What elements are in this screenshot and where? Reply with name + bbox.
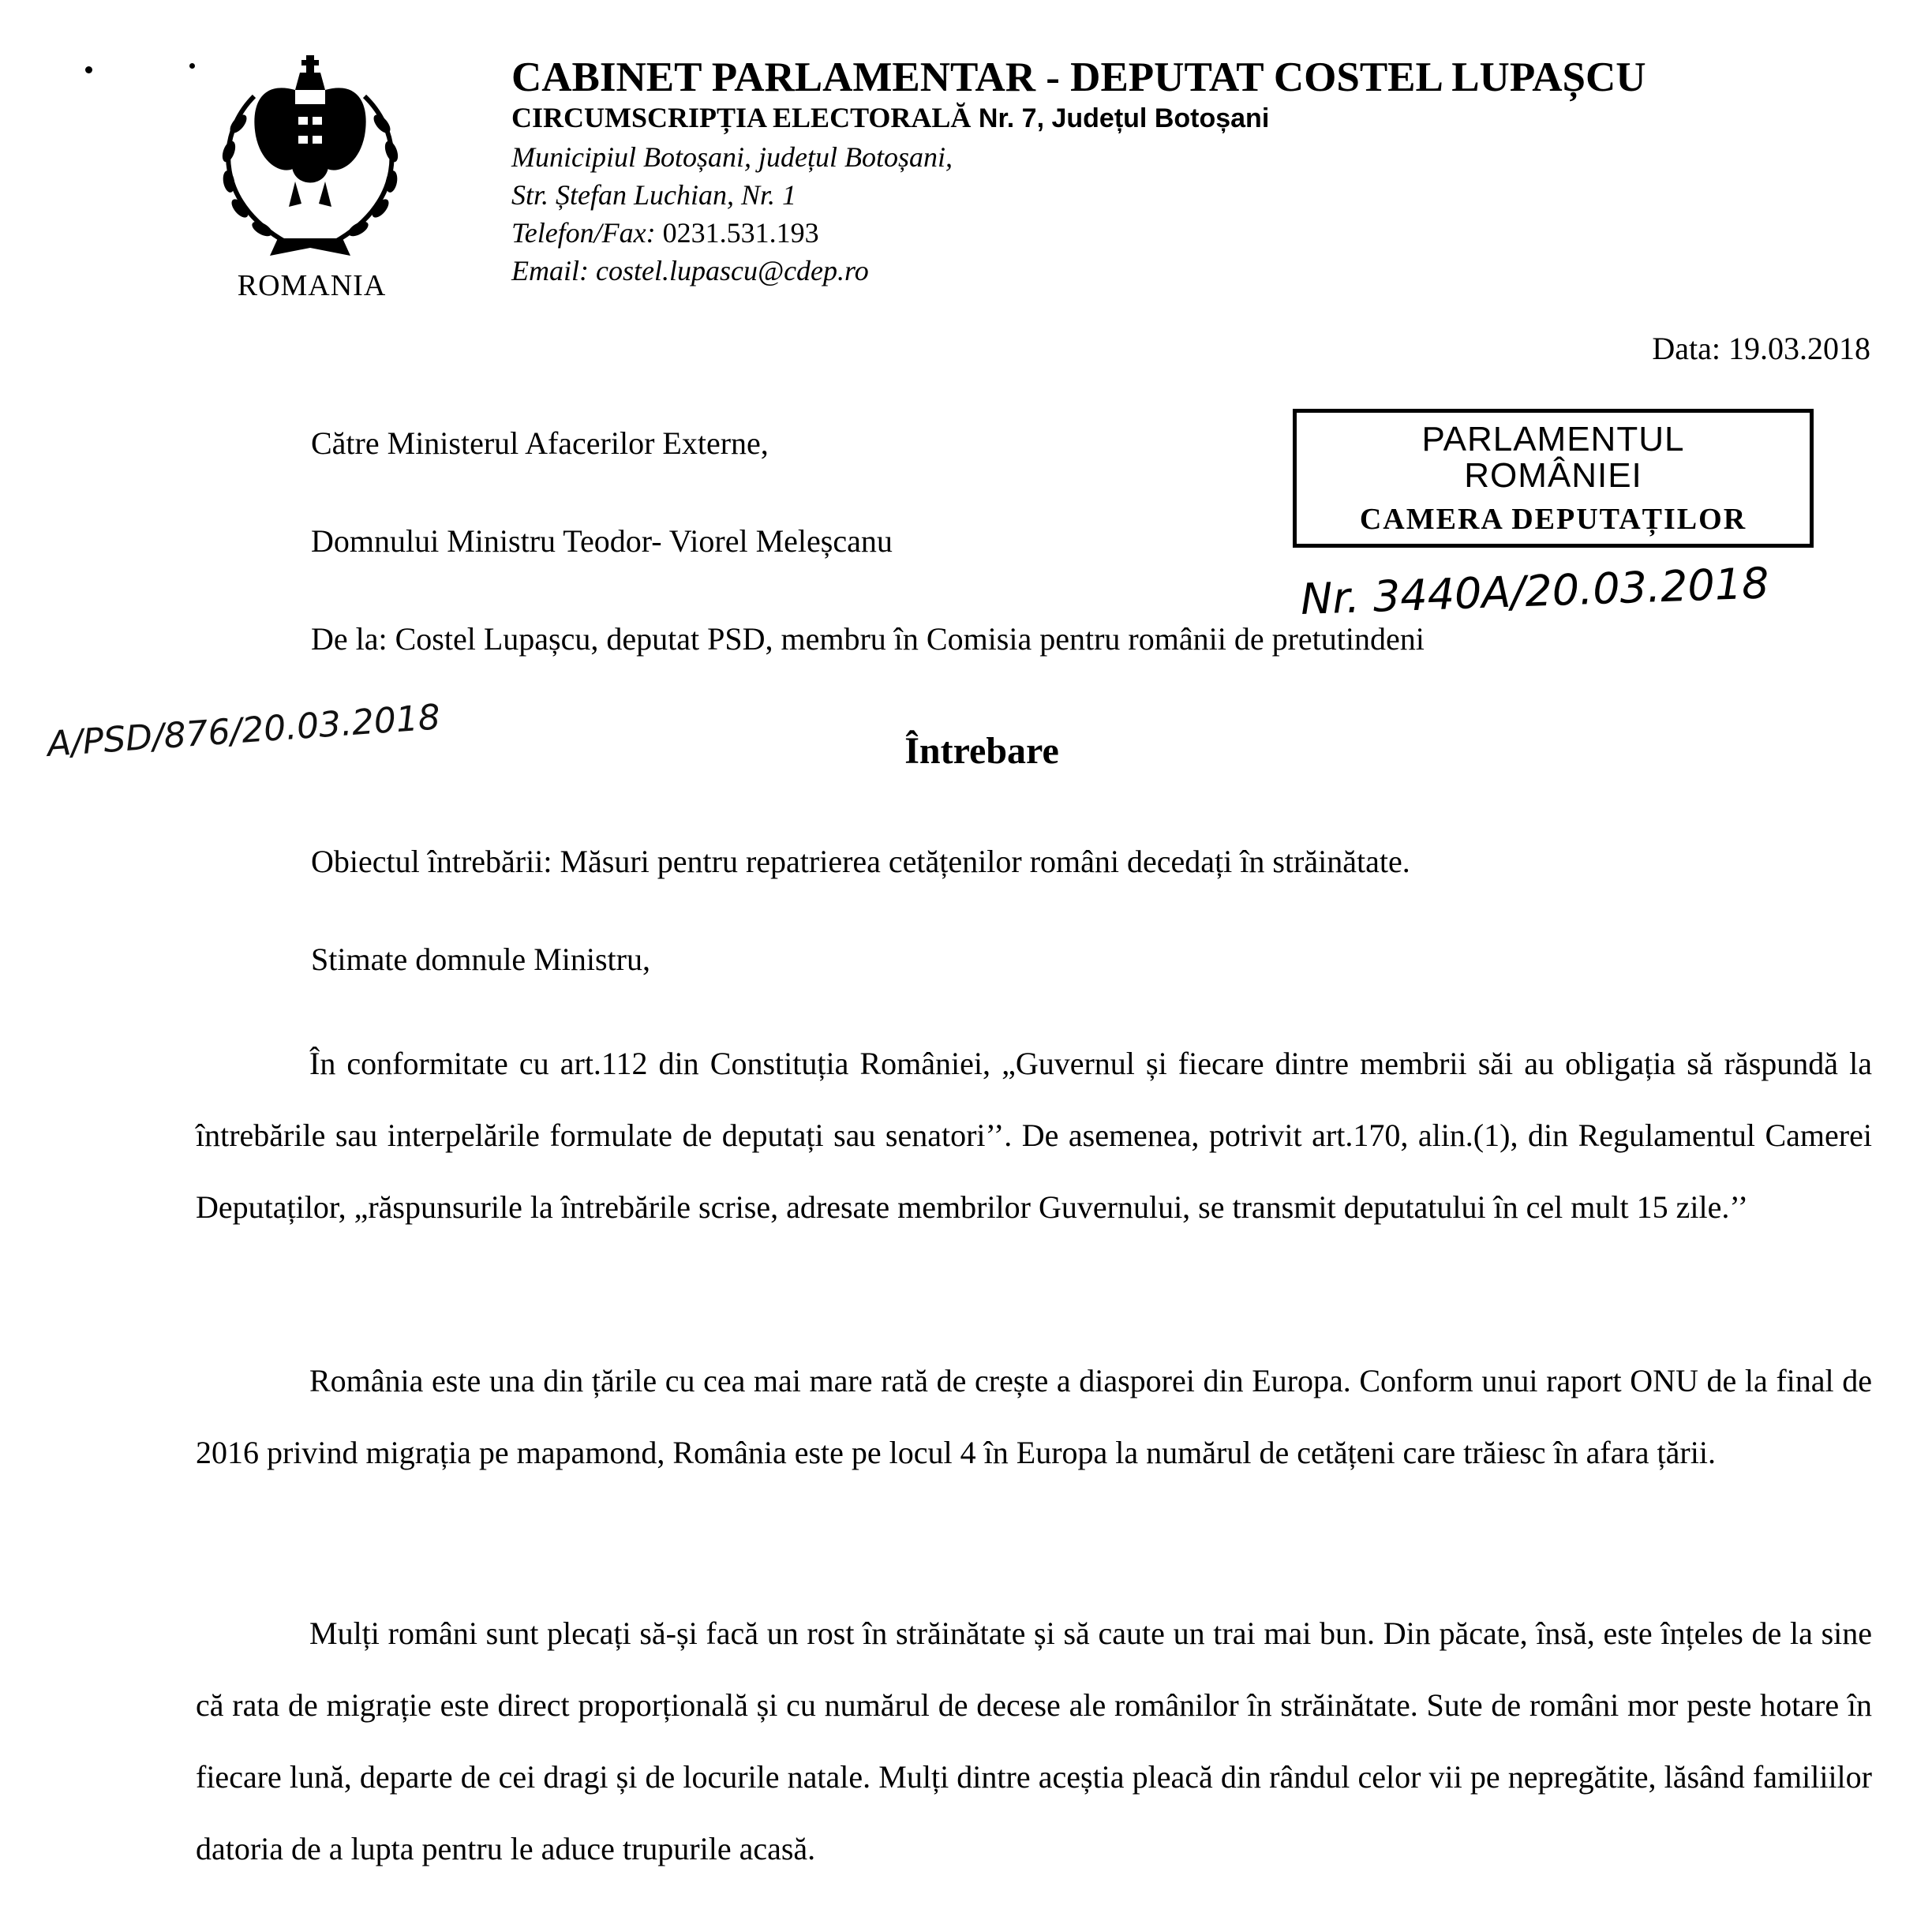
country-label: ROMANIA [237,269,387,302]
circumscription-detail: Nr. 7, Județul Botoșani [971,103,1270,133]
handwritten-side-registration: A/PSD/876/20.03.2018 [46,697,442,765]
handwritten-registration-number: Nr. 3440A/20.03.2018 [1299,558,1770,624]
paragraph-2: România este una din țările cu cea mai mare rată de crește a diasporei din Europa. Conform unui raport ONU de la final de 2016 privind migrația pe mapamond, România este pe locul 4 în Europa la numărul de cetățeni care trăiesc în afara țării. [196,1363,1872,1470]
paragraph-3: Mulți români sunt plecați să-și facă un rost în străinătate și să caute un trai mai bun. Din păcate, însă, este înțeles de la sine că rata de migrație este direct proporțională și cu numărul de decese ale românilor în străinătate. Sute de români mor peste hotare în fiecare lună, departe de cei dragi și de locurile natale. Mulți dintre aceștia pleacă din rândul celor vii pe nepregătite, lăsând familiilor datoria de a lupta pentru le aduce trupurile acasă. [196,1615,1872,1866]
stamp-line-3: CAMERA DEPUTAȚILOR [1359,503,1747,536]
paragraph-1: În conformitate cu art.112 din Constituția României, „Guvernul și fiecare dintre membrii săi au obligația să răspundă la întrebările sau interpelările formulate de deputați sau senatori’’. De asemenea, potrivit art.170, alin.(1), din Regulamentul Camerei Deputaților, „răspunsurile la întrebările scrise, adresate membrilor Guvernului, se transmit deputatului în cel mult 15 zile.’’ [196,1046,1872,1225]
address-line-1: Municipiul Botoșani, județul Botoșani, [511,141,953,173]
cabinet-title: CABINET PARLAMENTAR - DEPUTAT COSTEL LUPAȘCU [511,54,1646,100]
scan-speck [85,66,92,73]
phone-line [511,216,819,249]
question-title: Întrebare [904,730,1059,772]
email-value: costel.lupascu@cdep.ro [588,255,869,286]
stamp-line-2: ROMÂNIEI [1464,456,1642,495]
recipient-minister: Domnului Ministru Teodor- Viorel Meleșcanu [311,523,893,559]
phone-label: Telefon/Fax: [511,217,656,249]
sender-line: De la: Costel Lupașcu, deputat PSD, membru în Comisia pentru românii de pretutindeni [311,621,1425,657]
coat-of-arms-icon [207,49,414,274]
phone-value: 0231.531.193 [655,217,819,249]
salutation: Stimate domnule Ministru, [311,942,650,977]
electoral-circumscription [511,101,1269,134]
circumscription-label: CIRCUMSCRIPȚIA ELECTORALĂ [511,102,972,133]
document-date: Data: 19.03.2018 [1652,331,1870,366]
recipient-ministry: Către Ministerul Afacerilor Externe, [311,425,769,461]
email-line [511,254,869,287]
question-object: Obiectul întrebării: Măsuri pentru repatrierea cetățenilor români decedați în străinătate. [311,844,1410,879]
address-line-2: Str. Ștefan Luchian, Nr. 1 [511,179,797,211]
scan-speck [189,63,195,69]
email-label: Email: [511,255,589,286]
stamp-line-1: PARLAMENTUL [1421,420,1685,459]
